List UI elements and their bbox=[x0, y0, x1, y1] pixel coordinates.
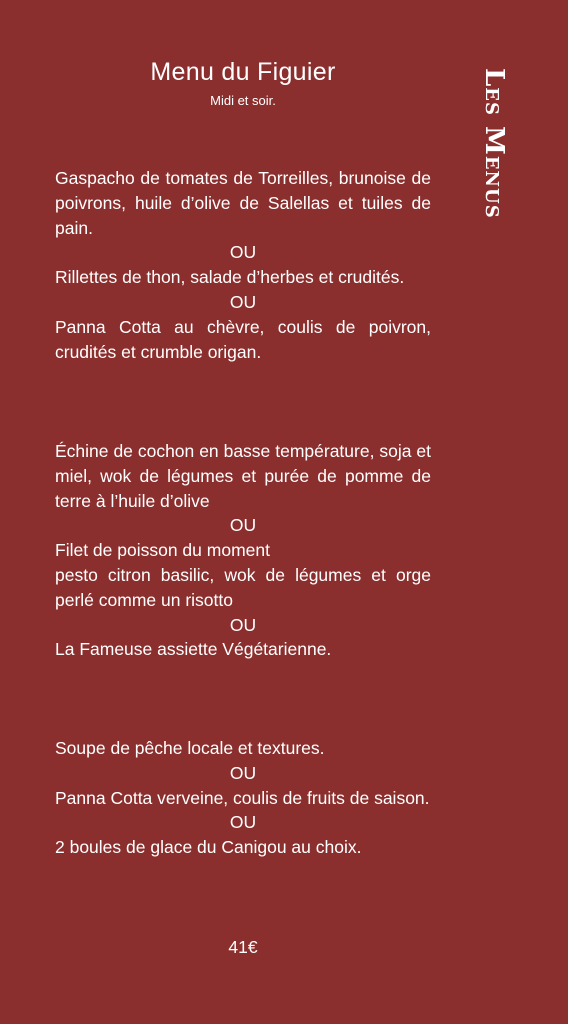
or-separator: OU bbox=[229, 762, 257, 783]
starter-item: Rillettes de thon, salade d’herbes et crudités. bbox=[55, 267, 405, 288]
starters-section bbox=[55, 166, 431, 364]
or-separator: OU bbox=[229, 242, 257, 263]
main-item: Filet de poisson du moment bbox=[55, 540, 270, 561]
or-separator: OU bbox=[229, 515, 257, 536]
menu-price: 41€ bbox=[228, 937, 258, 957]
main-item: La Fameuse assiette Végétarienne. bbox=[55, 639, 332, 660]
mains-section bbox=[55, 439, 431, 662]
menu-subtitle: Midi et soir. bbox=[210, 93, 276, 108]
starter-item: Gaspacho de tomates de Torreilles, brunoise de poivrons, huile d’olive de Salellas et tuiles de pain. bbox=[55, 168, 431, 238]
starter-item: Panna Cotta au chèvre, coulis de poivron, crudités et crumble origan. bbox=[55, 316, 431, 362]
side-label bbox=[466, 68, 522, 219]
main-item: Échine de cochon en basse température, soja et miel, wok de légumes et purée de pomme de terre à l’huile d’olive bbox=[55, 441, 431, 511]
page-edge bbox=[568, 0, 573, 1024]
main-item-detail: pesto citron basilic, wok de légumes et orge perlé comme un risotto bbox=[55, 564, 431, 610]
or-separator: OU bbox=[229, 614, 257, 635]
menu-title: Menu du Figuier bbox=[150, 58, 336, 86]
dessert-item: Soupe de pêche locale et textures. bbox=[55, 738, 325, 758]
dessert-item: Panna Cotta verveine, coulis de fruits de saison. bbox=[55, 787, 430, 808]
or-separator: OU bbox=[229, 291, 257, 312]
dessert-item: 2 boules de glace du Canigou au choix. bbox=[55, 837, 362, 858]
desserts-section bbox=[55, 736, 431, 860]
or-separator: OU bbox=[229, 812, 257, 833]
side-label-text: Les Menus bbox=[479, 68, 509, 219]
